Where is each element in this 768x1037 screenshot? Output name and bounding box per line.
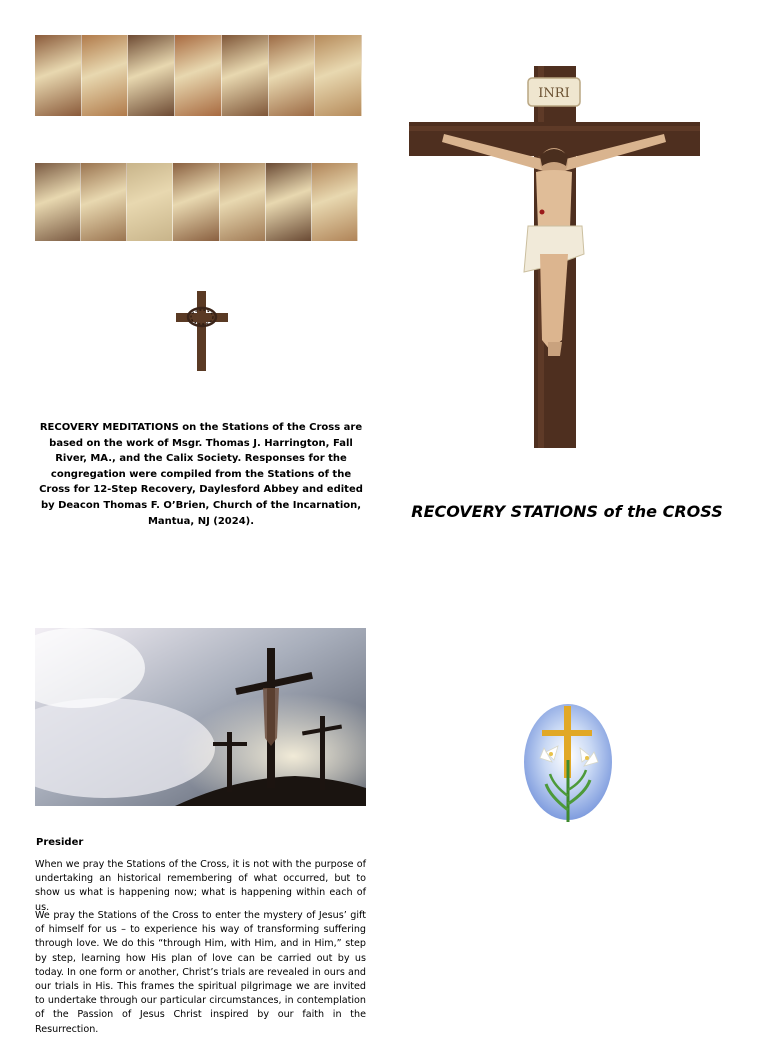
presider-heading: Presider (36, 837, 84, 848)
presider-paragraph-2: We pray the Stations of the Cross to enter the mystery of Jesus’ gift of himself for us – to experience his way of transforming suffering through love. We do this “through Him, with Him, and in Him,” step by step, learning how His plan of love can be carried out by us today. In one form or another, Christ’s trials are revealed in ours and our trials in His. This frames the spiritual pilgrimage we are invited to undertake through our particular circumstances, in contemplation of the Passion of Jesus Christ inspired by our faith in the Resurrection. (35, 910, 366, 1035)
station-painting-tile (81, 163, 127, 241)
stations-strip-bottom (35, 163, 358, 241)
station-painting-tile (127, 163, 173, 241)
station-painting-tile (220, 163, 266, 241)
inri-plaque-text: INRI (538, 86, 570, 101)
station-painting-tile (315, 35, 362, 116)
stations-strip-top (35, 35, 362, 116)
station-painting-tile (175, 35, 222, 116)
station-painting-tile (82, 35, 129, 116)
station-painting-tile (128, 35, 175, 116)
calvary-three-crosses-image (35, 628, 366, 806)
station-painting-tile (266, 163, 312, 241)
presider-paragraph-1: When we pray the Stations of the Cross, it is not with the purpose of undertaking an historical remembering of what occurred, but to show us what is happening now; what is happening within each of us. (35, 859, 366, 913)
easter-cross-lilies-image (520, 700, 616, 824)
station-painting-tile (173, 163, 219, 241)
station-painting-tile (312, 163, 358, 241)
crucifix-image (404, 58, 704, 456)
station-painting-tile (269, 35, 316, 116)
booklet-title: RECOVERY STATIONS of the CROSS (411, 502, 723, 521)
station-painting-tile (35, 163, 81, 241)
cross-with-crown-of-thorns-image (170, 285, 234, 377)
station-painting-tile (222, 35, 269, 116)
intro-text: RECOVERY MEDITATIONS on the Stations of the Cross are based on the work of Msgr. Thomas J. Harrington, Fall River, MA., and the Calix Society. Responses for the congregation were compiled from the Stations of the Cross for 12-Step Recovery, Daylesford Abbey and edited by Deacon Thomas F. O’Brien, Church of the Incarnation, Mantua, NJ (2024). (39, 422, 363, 527)
station-painting-tile (35, 35, 82, 116)
